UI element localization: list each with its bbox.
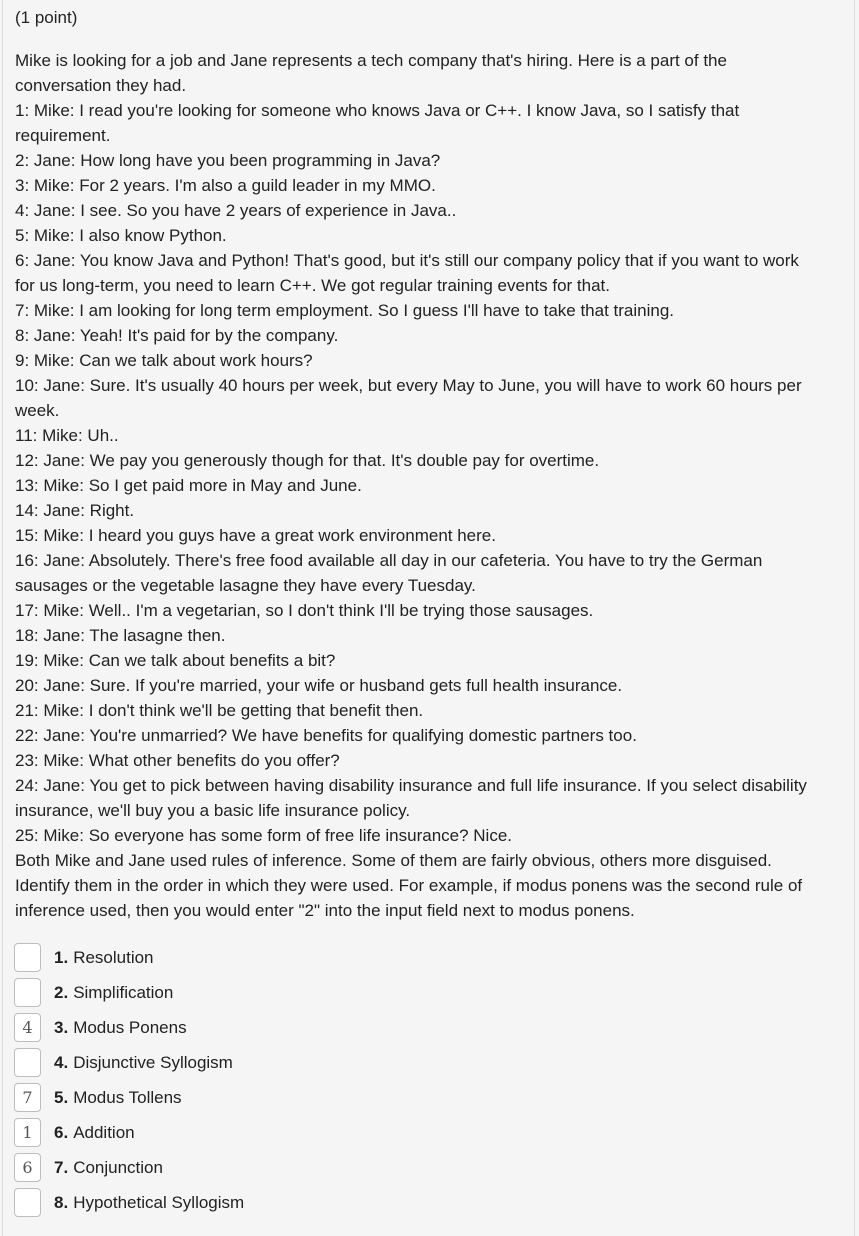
- dialog-line: 11: Mike: Uh..: [15, 426, 119, 445]
- dialog-line: 22: Jane: You're unmarried? We have benefits for qualifying domestic partners too.: [15, 726, 637, 745]
- dialog-line: 14: Jane: Right.: [15, 501, 135, 520]
- dialog-line: 13: Mike: So I get paid more in May and June.: [15, 476, 362, 495]
- dialog-line: 20: Jane: Sure. If you're married, your wife or husband gets full health insurance.: [15, 676, 623, 695]
- option-hypothetical-syllogism: [14, 1185, 244, 1220]
- option-label: Addition: [73, 1122, 135, 1142]
- option-number: 2.: [54, 982, 69, 1002]
- dialog-line: sausages or the vegetable lasagne they have every Tuesday.: [15, 576, 476, 595]
- option-number: 4.: [54, 1052, 69, 1072]
- option-conjunction: [14, 1150, 244, 1185]
- order-input-disjunctive-syllogism[interactable]: [14, 1048, 41, 1077]
- order-input-modus-ponens[interactable]: 4: [14, 1013, 41, 1042]
- dialog-line: 8: Jane: Yeah! It's paid for by the company.: [15, 326, 339, 345]
- dialog-line: 10: Jane: Sure. It's usually 40 hours per week, but every May to June, you will have to work 60 hours per: [15, 376, 802, 395]
- dialog-line: 12: Jane: We pay you generously though for that. It's double pay for overtime.: [15, 451, 600, 470]
- order-input-modus-tollens[interactable]: 7: [14, 1083, 41, 1112]
- dialog-line: insurance, we'll buy you a basic life insurance policy.: [15, 801, 411, 820]
- option-number: 8.: [54, 1192, 69, 1212]
- dialog-line: 24: Jane: You get to pick between having disability insurance and full life insurance. If you select disability: [15, 776, 807, 795]
- dialog-line: 6: Jane: You know Java and Python! That's good, but it's still our company policy that if you want to work: [15, 251, 799, 270]
- answer-options: [14, 940, 244, 1220]
- dialog-line: 3: Mike: For 2 years. I'm also a guild leader in my MMO.: [15, 176, 436, 195]
- dialog-line: 19: Mike: Can we talk about benefits a bit?: [15, 651, 336, 670]
- option-number: 7.: [54, 1157, 69, 1177]
- option-addition: [14, 1115, 244, 1150]
- dialog-line: 7: Mike: I am looking for long term employment. So I guess I'll have to take that training.: [15, 301, 675, 320]
- dialog-line: 9: Mike: Can we talk about work hours?: [15, 351, 313, 370]
- order-input-conjunction[interactable]: 6: [14, 1153, 41, 1182]
- instruction-line: Both Mike and Jane used rules of inference. Some of them are fairly obvious, others more disguised.: [15, 851, 772, 870]
- option-label: Conjunction: [73, 1157, 163, 1177]
- instruction-line: inference used, then you would enter "2" into the input field next to modus ponens.: [15, 901, 635, 920]
- option-resolution: [14, 940, 244, 975]
- option-label: Modus Ponens: [73, 1017, 187, 1037]
- dialog-line: for us long-term, you need to learn C++. We got regular training events for that.: [15, 276, 611, 295]
- option-label: Modus Tollens: [73, 1087, 182, 1107]
- option-label: Simplification: [73, 982, 174, 1002]
- dialog-line: 1: Mike: I read you're looking for someone who knows Java or C++. I know Java, so I satisfy that: [15, 101, 740, 120]
- order-input-addition[interactable]: 1: [14, 1118, 41, 1147]
- option-number: 6.: [54, 1122, 69, 1142]
- option-simplification: [14, 975, 244, 1010]
- option-number: 3.: [54, 1017, 69, 1037]
- option-label: Hypothetical Syllogism: [73, 1192, 245, 1212]
- dialog-line: 5: Mike: I also know Python.: [15, 226, 227, 245]
- dialog-line: 21: Mike: I don't think we'll be getting that benefit then.: [15, 701, 424, 720]
- dialog-line: 25: Mike: So everyone has some form of free life insurance? Nice.: [15, 826, 513, 845]
- option-modus-ponens: [14, 1010, 244, 1045]
- question-line: conversation they had.: [15, 76, 187, 95]
- dialog-line: 2: Jane: How long have you been programming in Java?: [15, 151, 441, 170]
- option-number: 1.: [54, 947, 69, 967]
- option-label: Resolution: [73, 947, 154, 967]
- question-text: [15, 48, 845, 923]
- question-line: Mike is looking for a job and Jane represents a tech company that's hiring. Here is a part of the: [15, 51, 727, 70]
- dialog-line: 23: Mike: What other benefits do you offer?: [15, 751, 340, 770]
- dialog-line: 15: Mike: I heard you guys have a great work environment here.: [15, 526, 496, 545]
- dialog-line: 4: Jane: I see. So you have 2 years of experience in Java..: [15, 201, 457, 220]
- dialog-line: requirement.: [15, 126, 111, 145]
- instruction-line: Identify them in the order in which they were used. For example, if modus ponens was the second rule of: [15, 876, 803, 895]
- order-input-resolution[interactable]: [14, 943, 41, 972]
- point-value: (1 point): [15, 8, 78, 27]
- option-disjunctive-syllogism: [14, 1045, 244, 1080]
- order-input-simplification[interactable]: [14, 978, 41, 1007]
- option-number: 5.: [54, 1087, 69, 1107]
- dialog-line: week.: [15, 401, 60, 420]
- dialog-line: 17: Mike: Well.. I'm a vegetarian, so I don't think I'll be trying those sausages.: [15, 601, 594, 620]
- option-modus-tollens: [14, 1080, 244, 1115]
- order-input-hypothetical-syllogism[interactable]: [14, 1188, 41, 1217]
- dialog-line: 18: Jane: The lasagne then.: [15, 626, 226, 645]
- dialog-line: 16: Jane: Absolutely. There's free food available all day in our cafeteria. You have to try the German: [15, 551, 763, 570]
- option-label: Disjunctive Syllogism: [73, 1052, 233, 1072]
